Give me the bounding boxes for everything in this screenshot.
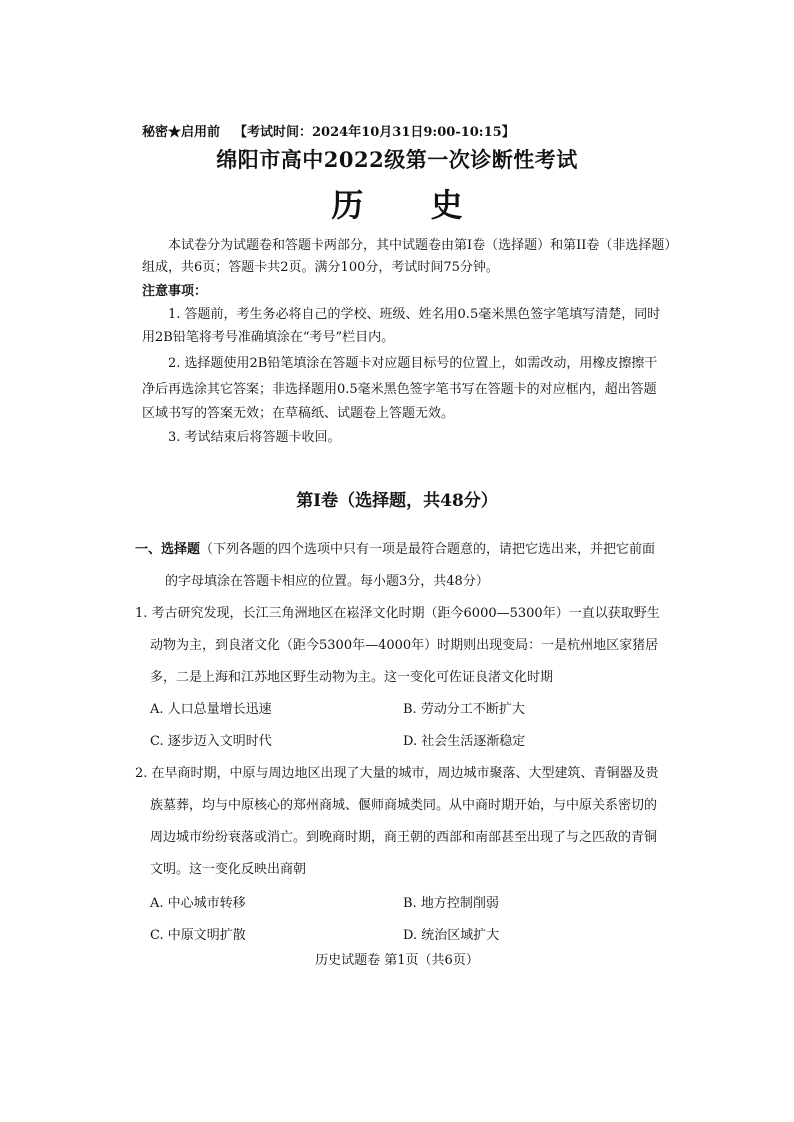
question-2-line-3: 周边城市纷纷衰落或消亡。到晚商时期，商王朝的西部和南部甚至出现了与之匹敌的青铜	[150, 830, 658, 845]
question-1-line-2: 动物为主，到良渚文化（距今5300年—4000年）时期则出现变局：一是杭州地区家猪居	[150, 638, 659, 653]
exam-meta-line	[142, 121, 515, 140]
question-1-option-c[interactable]: C. 逐步迈入文明时代	[150, 734, 272, 749]
part-instructions: （下列各题的四个选项中只有一项是最符合题意的，请把它选出来，并把它前面	[200, 542, 656, 557]
question-2-option-c[interactable]: C. 中原文明扩散	[150, 928, 246, 943]
part-instructions-line-2: 的字母填涂在答题卡相应的位置。每小题3分，共48分）	[165, 574, 489, 589]
part-label: 一、选择题	[135, 542, 201, 557]
question-1-line-1: 1. 考古研究发现，长江三角洲地区在崧泽文化时期（距今6000—5300年）一直以获取野生	[135, 606, 660, 621]
intro-line-2: 组成，共6页；答题卡共2页。满分100分，考试时间75分钟。	[142, 260, 499, 275]
question-2-option-d[interactable]: D. 统治区域扩大	[403, 928, 500, 943]
question-2-line-4: 文明。这一变化反映出商朝	[150, 862, 307, 877]
notice-label: 注意事项：	[142, 284, 208, 299]
question-1-option-b[interactable]: B. 劳动分工不断扩大	[403, 702, 525, 717]
note-3-line-1: 3. 考试结束后将答题卡收回。	[168, 430, 341, 445]
exam-title: 绵阳市高中2022级第一次诊断性考试	[216, 147, 578, 172]
note-1-line-1: 1. 答题前，考生务必将自己的学校、班级、姓名用0.5毫米黑色签字笔填写清楚，同时	[168, 307, 661, 322]
question-2-option-a[interactable]: A. 中心城市转移	[150, 896, 246, 911]
question-1-line-3: 多，二是上海和江苏地区野生动物为主。这一变化可佐证良渚文化时期	[150, 670, 554, 685]
intro-line-1: 本试卷分为试题卷和答题卡两部分，其中试题卷由第I卷（选择题）和第II卷（非选择题）	[168, 238, 678, 253]
question-2-line-1: 2. 在早商时期，中原与周边地区出现了大量的城市，周边城市聚落、大型建筑、青铜器及贵	[135, 766, 659, 781]
subject-title: 历 史	[331, 186, 491, 224]
question-1-option-d[interactable]: D. 社会生活逐渐稳定	[403, 734, 526, 749]
confidential-label: 秘密★启用前	[142, 125, 221, 140]
note-1-line-2: 用2B铅笔将考号准确填涂在“考号”栏目内。	[142, 330, 395, 345]
note-2-line-3: 区域书写的答案无效；在草稿纸、试题卷上答题无效。	[142, 406, 455, 421]
note-2-line-2: 净后再选涂其它答案；非选择题用0.5毫米黑色签字笔书写在答题卡的对应框内，超出答题	[142, 382, 657, 397]
part-instructions-line-1	[135, 538, 655, 557]
question-2-line-2: 族墓葬，均与中原核心的郑州商城、偃师商城类同。从中商时期开始，与中原关系密切的	[150, 798, 658, 813]
page-footer: 历史试题卷 第1页（共6页）	[315, 953, 479, 968]
section-title: 第Ⅰ卷（选择题，共48分）	[296, 491, 498, 511]
note-2-line-1: 2. 选择题使用2B铅笔填涂在答题卡对应题目标号的位置上，如需改动，用橡皮擦擦干	[168, 356, 658, 371]
question-2-option-b[interactable]: B. 地方控制削弱	[403, 896, 499, 911]
exam-time: 【考试时间：2024年10月31日9:00-10:15】	[234, 125, 515, 140]
question-1-option-a[interactable]: A. 人口总量增长迅速	[150, 702, 272, 717]
